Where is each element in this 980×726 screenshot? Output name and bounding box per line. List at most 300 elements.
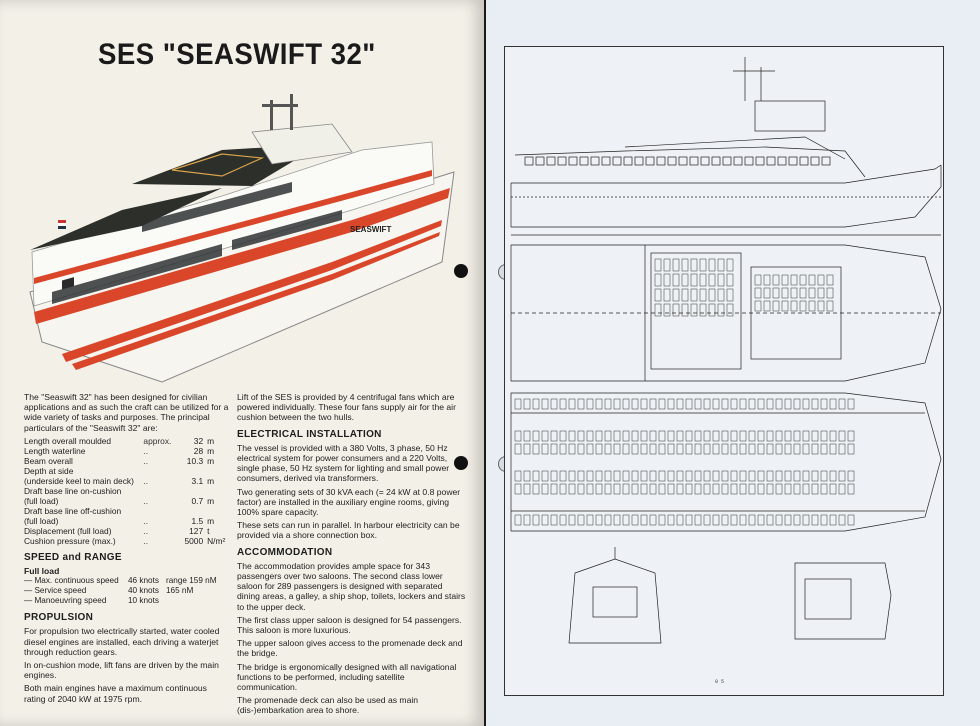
speed-subheading: Full load — [24, 566, 60, 577]
side-window — [657, 157, 665, 165]
seat-mark — [749, 444, 755, 454]
seat-mark — [812, 444, 818, 454]
speed-row — [24, 596, 229, 606]
seat-mark — [776, 484, 782, 494]
seat-mark — [686, 444, 692, 454]
side-window — [789, 157, 797, 165]
side-window — [745, 157, 753, 165]
seat-mark — [785, 515, 791, 525]
spec-name: Displacement (full load) — [24, 525, 112, 536]
side-window — [701, 157, 709, 165]
spec-table — [24, 436, 229, 546]
side-window — [778, 157, 786, 165]
seat-mark — [713, 399, 719, 409]
spec-qual: .. — [143, 445, 149, 456]
seat-mark — [641, 515, 647, 525]
seat-mark — [542, 399, 548, 409]
seat-mark — [524, 431, 530, 441]
seat-mark — [722, 444, 728, 454]
seat-mark — [740, 471, 746, 481]
seat-mark — [673, 274, 679, 286]
spec-unit — [203, 486, 229, 496]
seat-mark — [821, 444, 827, 454]
spec-row — [24, 536, 229, 546]
accommodation-paragraph-1: The accommodation provides ample space for 343 passengers over two saloons. The second class lower saloon for 289 passengers is designed with separated dining areas, a galley, a ship shop, toilets, lockers and stairs to the upper deck. — [237, 560, 466, 612]
propulsion-paragraph-2: In on-cushion mode, lift fans are driven by the main engines. — [24, 660, 219, 681]
seat-mark — [794, 444, 800, 454]
seat-mark — [623, 444, 629, 454]
seat-mark — [605, 399, 611, 409]
seat-mark — [533, 431, 539, 441]
seat-mark — [677, 431, 683, 441]
seat-mark — [691, 304, 697, 316]
seat-mark — [632, 399, 638, 409]
seat-mark — [641, 399, 647, 409]
spec-row — [24, 476, 229, 486]
seat-mark — [731, 431, 737, 441]
seat-mark — [767, 471, 773, 481]
seat-mark — [587, 431, 593, 441]
seat-mark — [578, 515, 584, 525]
seat-mark — [722, 515, 728, 525]
seat-mark — [623, 399, 629, 409]
seat-mark — [755, 275, 761, 285]
seat-mark — [794, 484, 800, 494]
seat-mark — [848, 515, 854, 525]
spec-unit: m — [207, 475, 215, 486]
side-window — [591, 157, 599, 165]
side-window — [558, 157, 566, 165]
seat-mark — [821, 471, 827, 481]
ship-illustration — [22, 92, 462, 388]
seat-mark — [664, 274, 670, 286]
general-arrangement-drawing — [504, 46, 944, 696]
speed-range: 165 nM — [166, 586, 194, 596]
seat-mark — [650, 399, 656, 409]
seat-mark — [682, 259, 688, 271]
spec-row — [24, 526, 229, 536]
seat-mark — [655, 304, 661, 316]
seat-mark — [659, 484, 665, 494]
seat-mark — [794, 399, 800, 409]
spec-row — [24, 516, 229, 526]
seat-mark — [551, 444, 557, 454]
seat-mark — [803, 471, 809, 481]
speed-name: — Manoeuvring speed — [24, 596, 107, 606]
seat-mark — [677, 444, 683, 454]
seat-mark — [664, 259, 670, 271]
seat-mark — [560, 399, 566, 409]
seat-mark — [614, 484, 620, 494]
seat-mark — [809, 288, 815, 298]
seat-mark — [727, 289, 733, 301]
seat-mark — [827, 275, 833, 285]
seat-mark — [632, 515, 638, 525]
seat-mark — [818, 288, 824, 298]
seat-mark — [560, 471, 566, 481]
seat-mark — [755, 301, 761, 311]
seat-mark — [794, 515, 800, 525]
side-window — [668, 157, 676, 165]
seat-mark — [776, 471, 782, 481]
technical-plan-svg — [505, 47, 943, 695]
seat-mark — [578, 431, 584, 441]
seat-mark — [713, 431, 719, 441]
seat-mark — [551, 515, 557, 525]
seat-mark — [791, 288, 797, 298]
page-title: SES "SEASWIFT 32" — [98, 38, 376, 71]
seat-mark — [614, 471, 620, 481]
seat-mark — [569, 431, 575, 441]
seat-mark — [773, 275, 779, 285]
seat-mark — [722, 431, 728, 441]
seat-mark — [776, 515, 782, 525]
spec-unit: m — [207, 455, 215, 466]
seat-mark — [650, 444, 656, 454]
seat-mark — [533, 399, 539, 409]
seat-mark — [686, 431, 692, 441]
seat-mark — [686, 515, 692, 525]
seat-mark — [749, 484, 755, 494]
seat-mark — [623, 431, 629, 441]
intro-paragraph: The "Seaswift 32" has been designed for civilian applications and as such the craft can be utilized for a wide variety of tasks and purposes. The principal particulars of the "Seaswift 32" are: — [24, 392, 229, 433]
seat-mark — [718, 259, 724, 271]
spec-name: Draft base line on-cushion — [24, 485, 122, 496]
seat-mark — [821, 399, 827, 409]
seat-mark — [791, 301, 797, 311]
seat-mark — [722, 399, 728, 409]
seat-mark — [713, 444, 719, 454]
seat-mark — [551, 471, 557, 481]
seat-mark — [560, 444, 566, 454]
seat-mark — [727, 274, 733, 286]
spec-unit: N/m² — [207, 535, 226, 546]
electrical-paragraph-3: These sets can run in parallel. In harbour electricity can be provided via a shore connection box. — [237, 520, 460, 541]
seat-mark — [587, 515, 593, 525]
seat-mark — [731, 471, 737, 481]
seat-mark — [767, 515, 773, 525]
seat-mark — [731, 444, 737, 454]
seat-mark — [740, 444, 746, 454]
seat-mark — [542, 515, 548, 525]
speed-row — [24, 586, 229, 596]
seat-mark — [691, 274, 697, 286]
side-window — [536, 157, 544, 165]
seat-mark — [668, 444, 674, 454]
seat-mark — [749, 515, 755, 525]
seat-mark — [830, 431, 836, 441]
seat-mark — [782, 275, 788, 285]
seat-mark — [704, 444, 710, 454]
spec-row — [24, 486, 229, 496]
seat-mark — [691, 289, 697, 301]
side-window — [547, 157, 555, 165]
seat-mark — [691, 259, 697, 271]
seat-mark — [641, 431, 647, 441]
seat-mark — [773, 301, 779, 311]
lift-paragraph: Lift of the SES is provided by 4 centrifugal fans which are powered individually. These four fans supply air for the air cushion between the two hulls. — [237, 392, 456, 423]
side-window — [767, 157, 775, 165]
seat-mark — [623, 471, 629, 481]
spec-value — [175, 506, 203, 516]
left-text-column — [24, 392, 229, 707]
seat-mark — [709, 259, 715, 271]
seat-mark — [524, 399, 530, 409]
spec-name: Beam overall — [24, 455, 73, 466]
seat-mark — [749, 471, 755, 481]
seat-mark — [704, 484, 710, 494]
seat-mark — [827, 301, 833, 311]
seat-mark — [515, 515, 521, 525]
seat-mark — [785, 444, 791, 454]
side-window — [569, 157, 577, 165]
seat-mark — [803, 399, 809, 409]
seat-mark — [560, 515, 566, 525]
drawing-footnote: 0 5 — [715, 679, 725, 685]
spec-qual: .. — [143, 535, 149, 546]
spec-value — [175, 486, 203, 496]
seat-mark — [668, 399, 674, 409]
hull-name: SEASWIFT — [350, 225, 392, 234]
seat-mark — [632, 484, 638, 494]
seat-mark — [718, 274, 724, 286]
speed-range: range 159 nM — [166, 576, 217, 586]
seat-mark — [695, 515, 701, 525]
spec-name: (underside keel to main deck) — [24, 475, 134, 486]
seat-mark — [682, 304, 688, 316]
seat-mark — [794, 471, 800, 481]
seat-mark — [848, 399, 854, 409]
seat-mark — [821, 484, 827, 494]
spec-name: Depth at side — [24, 465, 74, 476]
seat-mark — [767, 444, 773, 454]
seat-mark — [740, 431, 746, 441]
electrical-heading: ELECTRICAL INSTALLATION — [237, 428, 382, 440]
side-window — [822, 157, 830, 165]
side-window — [580, 157, 588, 165]
seat-mark — [677, 399, 683, 409]
seat-mark — [764, 288, 770, 298]
seat-mark — [686, 471, 692, 481]
speed-name: — Service speed — [24, 586, 87, 596]
seat-mark — [782, 288, 788, 298]
propulsion-paragraph-3: Both main engines have a maximum continuous rating of 2040 kW at 1975 rpm. — [24, 683, 207, 704]
seat-mark — [664, 304, 670, 316]
seat-mark — [839, 444, 845, 454]
seat-mark — [758, 484, 764, 494]
seat-mark — [803, 431, 809, 441]
seat-mark — [803, 444, 809, 454]
seat-mark — [818, 275, 824, 285]
seat-mark — [803, 484, 809, 494]
seat-mark — [551, 431, 557, 441]
spec-value: 10.3 — [186, 455, 204, 466]
seat-mark — [731, 399, 737, 409]
seat-mark — [686, 484, 692, 494]
seat-mark — [758, 399, 764, 409]
side-window — [525, 157, 533, 165]
seat-mark — [623, 484, 629, 494]
accommodation-paragraph-2: The first class upper saloon is designed for 54 passengers. This saloon is more luxurious. — [237, 614, 462, 636]
speed-range — [166, 596, 218, 606]
seat-mark — [632, 444, 638, 454]
seat-mark — [587, 399, 593, 409]
seat-mark — [641, 484, 647, 494]
seat-mark — [767, 431, 773, 441]
seat-mark — [673, 304, 679, 316]
seat-mark — [542, 431, 548, 441]
seat-mark — [830, 515, 836, 525]
speed-row — [24, 576, 229, 586]
seat-mark — [718, 289, 724, 301]
seat-mark — [727, 259, 733, 271]
seat-mark — [524, 471, 530, 481]
seat-mark — [839, 515, 845, 525]
seat-mark — [700, 274, 706, 286]
seat-mark — [596, 431, 602, 441]
seat-mark — [704, 431, 710, 441]
seat-mark — [812, 471, 818, 481]
seat-mark — [596, 484, 602, 494]
seat-mark — [614, 399, 620, 409]
seat-mark — [596, 399, 602, 409]
spec-value: 5000 — [184, 535, 204, 546]
seat-mark — [755, 288, 761, 298]
seat-mark — [533, 444, 539, 454]
seat-mark — [709, 289, 715, 301]
spec-row — [24, 506, 229, 516]
seat-mark — [695, 444, 701, 454]
electrical-paragraph-1: The vessel is provided with a 380 Volts, 3 phase, 50 Hz electrical system for power consumers and a 220 Volts, single phase, 50 Hz system for lighting and small power consumers, derived via transformers. — [237, 442, 450, 484]
seat-mark — [605, 444, 611, 454]
spec-name: Length overall moulded — [24, 435, 112, 446]
seat-mark — [668, 431, 674, 441]
seat-mark — [767, 399, 773, 409]
seat-mark — [709, 304, 715, 316]
seat-mark — [515, 471, 521, 481]
accommodation-paragraph-4: The bridge is ergonomically designed with all navigational functions to be performed, including satellite communication. — [237, 661, 457, 693]
spec-value: 127 — [189, 525, 204, 536]
seat-mark — [587, 471, 593, 481]
seat-mark — [578, 399, 584, 409]
seat-mark — [650, 515, 656, 525]
seat-mark — [614, 444, 620, 454]
seat-mark — [713, 515, 719, 525]
seat-mark — [758, 515, 764, 525]
spec-unit: t — [207, 525, 210, 536]
spec-name: Length waterline — [24, 445, 86, 456]
seat-mark — [659, 515, 665, 525]
seat-mark — [641, 444, 647, 454]
spec-row — [24, 466, 229, 476]
seat-mark — [551, 399, 557, 409]
seat-mark — [551, 484, 557, 494]
spec-unit: m — [207, 495, 215, 506]
seat-mark — [776, 444, 782, 454]
seat-mark — [632, 471, 638, 481]
seat-mark — [839, 399, 845, 409]
seat-mark — [764, 301, 770, 311]
spec-qual — [143, 506, 175, 516]
seat-mark — [578, 471, 584, 481]
spec-value: 3.1 — [191, 475, 204, 486]
spec-qual: .. — [143, 525, 149, 536]
seat-mark — [515, 431, 521, 441]
seat-mark — [655, 274, 661, 286]
seat-mark — [812, 515, 818, 525]
spec-value — [175, 466, 203, 476]
seat-mark — [659, 444, 665, 454]
spec-qual: .. — [143, 455, 149, 466]
seat-mark — [673, 259, 679, 271]
electrical-paragraph-2: Two generating sets of 30 kVA each (= 24 kW at 0.8 power factor) are installed in the auxiliary engine rooms, giving 100% spare capacity. — [237, 486, 461, 518]
seat-mark — [830, 444, 836, 454]
seat-mark — [848, 484, 854, 494]
spec-qual: approx. — [143, 435, 172, 446]
seat-mark — [785, 471, 791, 481]
seat-mark — [524, 515, 530, 525]
seat-mark — [758, 444, 764, 454]
binder-hole — [454, 456, 468, 470]
speed-speed: 10 knots — [128, 596, 159, 606]
seat-mark — [704, 515, 710, 525]
seat-mark — [668, 471, 674, 481]
seat-mark — [677, 484, 683, 494]
seat-mark — [812, 431, 818, 441]
spec-name: Draft base line off-cushion — [24, 505, 122, 516]
seat-mark — [800, 275, 806, 285]
seat-mark — [713, 471, 719, 481]
side-window — [712, 157, 720, 165]
seat-mark — [677, 515, 683, 525]
seat-mark — [809, 301, 815, 311]
accommodation-paragraph-5: The promenade deck can also be used as main (dis-)embarkation area to shore. — [237, 695, 419, 716]
seat-mark — [686, 399, 692, 409]
seat-mark — [569, 399, 575, 409]
side-window — [690, 157, 698, 165]
spec-unit — [203, 466, 229, 476]
seat-mark — [659, 431, 665, 441]
seat-mark — [803, 515, 809, 525]
seat-mark — [641, 471, 647, 481]
spec-name: (full load) — [24, 495, 59, 506]
seat-mark — [668, 484, 674, 494]
speed-heading: SPEED and RANGE — [24, 551, 122, 563]
spec-row — [24, 456, 229, 466]
seat-mark — [587, 444, 593, 454]
side-window — [811, 157, 819, 165]
seat-mark — [839, 431, 845, 441]
seat-mark — [731, 515, 737, 525]
seat-mark — [800, 288, 806, 298]
side-window — [723, 157, 731, 165]
propulsion-paragraph-1: For propulsion two electrically started, water cooled diesel engines are installed, each driving a waterjet through reduction gears. — [24, 626, 220, 657]
binder-hole — [454, 264, 468, 278]
seat-mark — [767, 484, 773, 494]
seat-mark — [596, 444, 602, 454]
seat-mark — [659, 399, 665, 409]
seat-mark — [709, 274, 715, 286]
seat-mark — [848, 471, 854, 481]
seat-mark — [560, 484, 566, 494]
right-text-column — [237, 392, 467, 719]
spec-unit — [203, 506, 229, 516]
seat-mark — [515, 399, 521, 409]
speed-speed: 40 knots — [128, 586, 159, 596]
seat-mark — [848, 431, 854, 441]
spec-value: 0.7 — [191, 495, 204, 506]
spec-row — [24, 496, 229, 506]
